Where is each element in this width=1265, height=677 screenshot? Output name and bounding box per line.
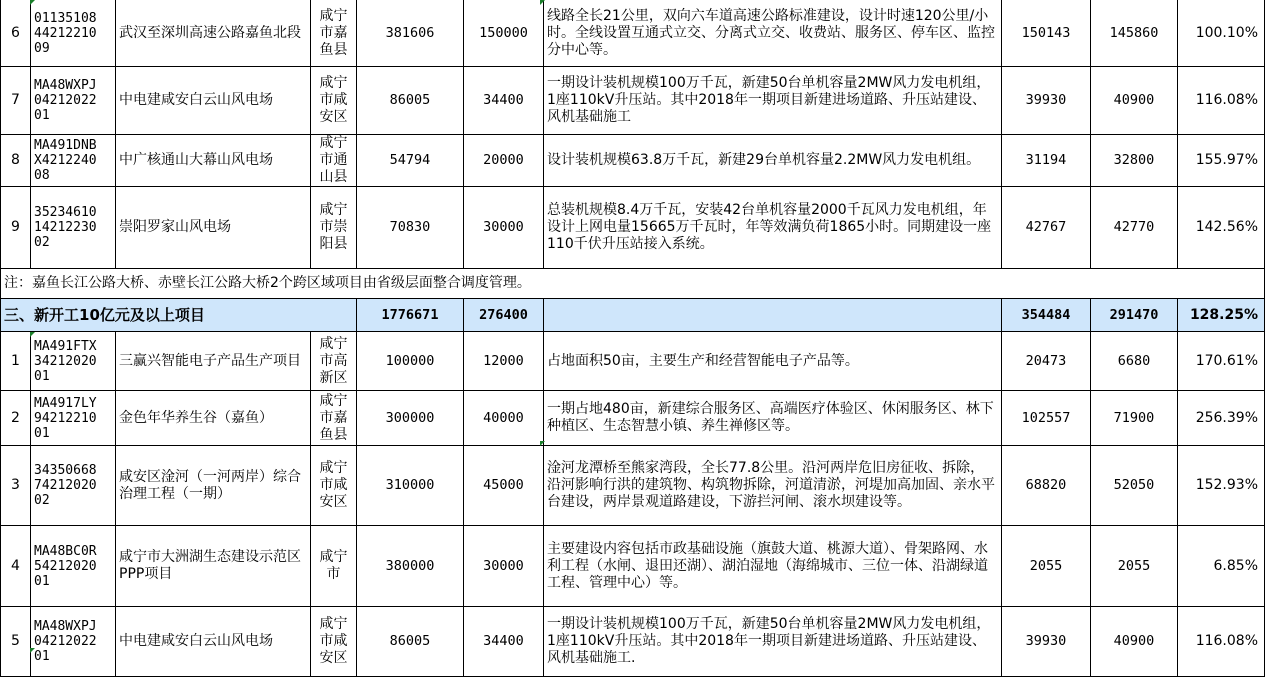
location: 咸宁 市 — [311, 526, 357, 607]
location: 咸宁 市咸 安区 — [311, 446, 357, 526]
actual-investment: 2055 — [1091, 526, 1178, 607]
total-investment: 86005 — [357, 607, 464, 677]
row-number: 6 — [1, 0, 31, 67]
completion-rate: 116.08% — [1178, 607, 1265, 677]
completed-investment: 42767 — [1002, 187, 1091, 269]
table-row — [1, 135, 1265, 187]
completion-rate: 142.56% — [1178, 187, 1265, 269]
cell-marker — [30, 648, 35, 653]
location: 咸宁 市崇 阳县 — [311, 187, 357, 269]
table-row — [1, 67, 1265, 135]
total-investment: 70830 — [357, 187, 464, 269]
completed-investment: 150143 — [1002, 0, 1091, 67]
actual-investment: 71900 — [1091, 391, 1178, 446]
project-code: 01135108 44212210 09 — [31, 0, 116, 67]
annual-plan: 30000 — [464, 187, 544, 269]
project-code: MA491DNB X4212240 08 — [31, 135, 116, 187]
annual-plan: 30000 — [464, 526, 544, 607]
table-row — [1, 607, 1265, 677]
project-name: 咸宁市大洲湖生态建设示范区PPP项目 — [116, 526, 311, 607]
section-title: 三、新开工10亿元及以上项目 — [1, 299, 357, 332]
completion-rate: 116.08% — [1178, 67, 1265, 135]
annual-plan: 12000 — [464, 332, 544, 391]
location: 咸宁 市高 新区 — [311, 332, 357, 391]
total-investment: 86005 — [357, 67, 464, 135]
completed-investment: 20473 — [1002, 332, 1091, 391]
section-rate: 128.25% — [1178, 299, 1265, 332]
row-number: 1 — [1, 332, 31, 391]
section-total-investment: 1776671 — [357, 299, 464, 332]
completion-rate: 6.85% — [1178, 526, 1265, 607]
table-row — [1, 446, 1265, 526]
row-number: 9 — [1, 187, 31, 269]
annual-plan: 40000 — [464, 391, 544, 446]
completed-investment: 39930 — [1002, 607, 1091, 677]
actual-investment: 42770 — [1091, 187, 1178, 269]
location: 咸宁 市咸 安区 — [311, 607, 357, 677]
section-empty — [544, 299, 1002, 332]
actual-investment: 40900 — [1091, 607, 1178, 677]
row-number: 3 — [1, 446, 31, 526]
total-investment: 300000 — [357, 391, 464, 446]
project-code: MA4917LY 94212210 01 — [31, 391, 116, 446]
construction-content: 设计装机规模63.8万千瓦，新建29台单机容量2.2MW风力发电机组。 — [544, 135, 1002, 187]
total-investment: 310000 — [357, 446, 464, 526]
completed-investment: 102557 — [1002, 391, 1091, 446]
project-name: 三赢兴智能电子产品生产项目 — [116, 332, 311, 391]
construction-content: 一期占地480亩，新建综合服务区、高端医疗体验区、休闲服务区、林下种植区、生态智慧小镇、养生禅修区等。 — [544, 391, 1002, 446]
project-name: 金色年华养生谷（嘉鱼） — [116, 391, 311, 446]
completed-investment: 39930 — [1002, 67, 1091, 135]
row-number: 5 — [1, 607, 31, 677]
location: 咸宁 市咸 安区 — [311, 67, 357, 135]
row-number: 8 — [1, 135, 31, 187]
project-name: 中广核通山大幕山风电场 — [116, 135, 311, 187]
construction-content: 淦河龙潭桥至熊家湾段，全长77.8公里。沿河两岸危旧房征收、拆除，沿河影响行洪的建筑物、构筑物拆除，河道清淤，河堤加高加固、亲水平台建设，两岸景观道路建设，下游拦河闸、滚水坝建设等。 — [544, 446, 1002, 526]
completion-rate: 170.61% — [1178, 332, 1265, 391]
cell-marker — [30, 0, 35, 5]
total-investment: 380000 — [357, 526, 464, 607]
construction-content: 线路全长21公里，双向六车道高速公路标准建设，设计时速120公里/小时。全线设置互通式立交、分离式立交、收费站、服务区、停车区、监控分中心等。 — [544, 0, 1002, 67]
project-name: 中电建咸安白云山风电场 — [116, 607, 311, 677]
location: 咸宁 市嘉 鱼县 — [311, 0, 357, 67]
total-investment: 381606 — [357, 0, 464, 67]
row-number: 7 — [1, 67, 31, 135]
project-code: 34350668 74212020 02 — [31, 446, 116, 526]
section-completed: 354484 — [1002, 299, 1091, 332]
completion-rate: 152.93% — [1178, 446, 1265, 526]
project-name: 武汉至深圳高速公路嘉鱼北段 — [116, 0, 311, 67]
section-annual-plan: 276400 — [464, 299, 544, 332]
annual-plan: 34400 — [464, 607, 544, 677]
cell-marker — [30, 332, 35, 337]
completion-rate: 155.97% — [1178, 135, 1265, 187]
construction-content: 一期设计装机规模100万千瓦，新建50台单机容量2MW风力发电机组，1座110kV升压站。其中2018年一期项目新建进场道路、升压站建设、风机基础施工. — [544, 607, 1002, 677]
completed-investment: 68820 — [1002, 446, 1091, 526]
total-investment: 100000 — [357, 332, 464, 391]
table-row — [1, 187, 1265, 269]
location: 咸宁 市通 山县 — [311, 135, 357, 187]
annual-plan: 150000 — [464, 0, 544, 67]
section-header-row — [1, 299, 1265, 332]
actual-investment: 6680 — [1091, 332, 1178, 391]
note-row — [1, 269, 1265, 299]
project-name: 咸安区淦河（一河两岸）综合治理工程（一期） — [116, 446, 311, 526]
construction-content: 主要建设内容包括市政基础设施（旗鼓大道、桃源大道）、骨架路网、水利工程（水闸、退田还湖）、湖泊湿地（海绵城市、三位一体、沿湖绿道工程、管理中心）等。 — [544, 526, 1002, 607]
row-number: 4 — [1, 526, 31, 607]
project-name: 崇阳罗家山风电场 — [116, 187, 311, 269]
cell-marker — [540, 0, 545, 5]
construction-content: 一期设计装机规模100万千瓦，新建50台单机容量2MW风力发电机组，1座110kV升压站。其中2018年一期项目新建进场道路、升压站建设、风机基础施工 — [544, 67, 1002, 135]
total-investment: 54794 — [357, 135, 464, 187]
location: 咸宁 市嘉 鱼县 — [311, 391, 357, 446]
construction-content: 占地面积50亩，主要生产和经营智能电子产品等。 — [544, 332, 1002, 391]
note-text: 注：嘉鱼长江公路大桥、赤壁长江公路大桥2个跨区域项目由省级层面整合调度管理。 — [1, 269, 1265, 299]
section-actual: 291470 — [1091, 299, 1178, 332]
annual-plan: 45000 — [464, 446, 544, 526]
annual-plan: 34400 — [464, 67, 544, 135]
actual-investment: 40900 — [1091, 67, 1178, 135]
project-code: MA48WXPJ 04212022 01 — [31, 67, 116, 135]
completion-rate: 100.10% — [1178, 0, 1265, 67]
project-code: MA48WXPJ 04212022 01 — [31, 607, 116, 677]
actual-investment: 32800 — [1091, 135, 1178, 187]
project-code: 35234610 14212230 02 — [31, 187, 116, 269]
construction-content: 总装机规模8.4万千瓦，安装42台单机容量2000千瓦风力发电机组，年设计上网电量15665万千瓦时，年等效满负荷1865小时。同期建设一座110千伏升压站接入系统。 — [544, 187, 1002, 269]
project-code: MA491FTX 34212020 01 — [31, 332, 116, 391]
table-row — [1, 332, 1265, 391]
actual-investment: 52050 — [1091, 446, 1178, 526]
row-number: 2 — [1, 391, 31, 446]
table-row — [1, 526, 1265, 607]
actual-investment: 145860 — [1091, 0, 1178, 67]
project-code: MA48BC0R 54212020 01 — [31, 526, 116, 607]
table-row — [1, 391, 1265, 446]
cell-marker — [540, 441, 545, 446]
table-row — [1, 0, 1265, 67]
annual-plan: 20000 — [464, 135, 544, 187]
completed-investment: 2055 — [1002, 526, 1091, 607]
completion-rate: 256.39% — [1178, 391, 1265, 446]
completed-investment: 31194 — [1002, 135, 1091, 187]
project-name: 中电建咸安白云山风电场 — [116, 67, 311, 135]
